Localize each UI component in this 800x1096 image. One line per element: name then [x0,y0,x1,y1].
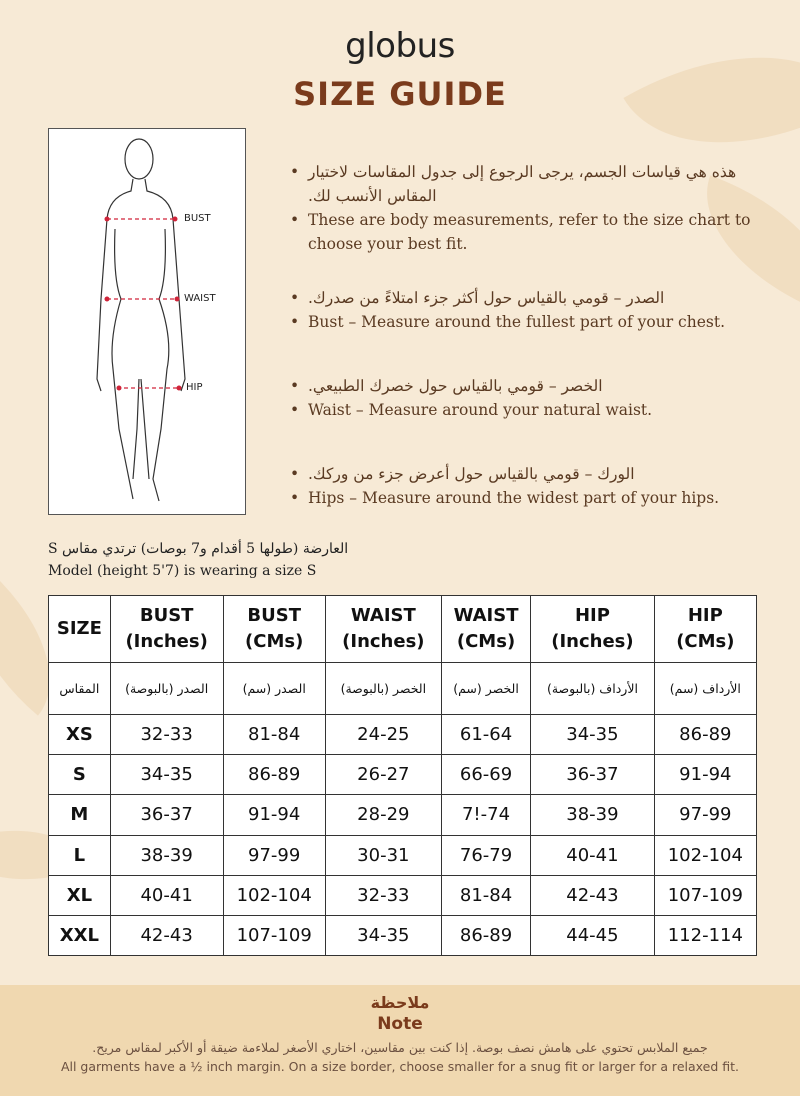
bullet-ar: • الورك – قومي بالقياس حول أعرض جزء من وركك. [290,462,760,486]
bullet-ar: • الخصر – قومي بالقياس حول خصرك الطبيعي. [290,374,760,398]
column-header-ar: الأرداف (سم) [654,663,756,715]
measurement-cell: 44-45 [531,915,654,955]
measurement-cell: 38-39 [531,795,654,835]
measurement-cell: 28-29 [325,795,441,835]
measurement-cell: 61-64 [441,715,530,755]
measurement-cell: 86-89 [441,915,530,955]
size-cell: L [49,835,111,875]
measurement-cell: 32-33 [325,875,441,915]
measurement-cell: 81-84 [441,875,530,915]
measurement-cell: 34-35 [110,755,223,795]
model-info [48,538,348,582]
size-cell: S [49,755,111,795]
size-cell: XL [49,875,111,915]
measurement-cell: 24-25 [325,715,441,755]
header-unit: (Inches) [125,631,208,652]
size-cell: XS [49,715,111,755]
column-header-ar: الصدر (سم) [223,663,325,715]
column-header [223,596,325,663]
measurement-cell: 81-84 [223,715,325,755]
note-title-ar: ملاحظة [370,993,430,1012]
measurement-cell: 97-99 [223,835,325,875]
table-row [49,875,757,915]
measurement-cell: 36-37 [531,755,654,795]
note-title-en: Note [377,1014,423,1034]
measurement-cell: 112-114 [654,915,756,955]
bullet-en: • Waist – Measure around your natural waist. [290,398,760,422]
bullet-en: • Hips – Measure around the widest part of your hips. [290,486,760,510]
brand-logo: globus [345,26,455,66]
measurement-cell: 76-79 [441,835,530,875]
measurement-cell: 42-43 [110,915,223,955]
header-unit: (Inches) [551,631,634,652]
model-info-ar: العارضة (طولها 5 أقدام و7 بوصات) ترتدي مقاس S [48,541,349,557]
table-row [49,755,757,795]
measurement-cell: 34-35 [325,915,441,955]
bust-label: BUST [184,213,211,224]
measurement-cell: 66-69 [441,755,530,795]
table-row [49,915,757,955]
size-cell: M [49,795,111,835]
measurement-cell: 102-104 [654,835,756,875]
table-row [49,795,757,835]
measurement-cell: 32-33 [110,715,223,755]
column-header-ar: الخصر (سم) [441,663,530,715]
waist-label: WAIST [184,293,216,304]
header-unit: (CMs) [456,631,516,652]
measurement-cell: 40-41 [531,835,654,875]
measurement-cell: 34-35 [531,715,654,755]
bullet-en: • These are body measurements, refer to the size chart to choose your best fit. [290,208,760,256]
header-row [49,596,757,663]
measurement-cell: 30-31 [325,835,441,875]
column-header [441,596,530,663]
measurement-cell: 40-41 [110,875,223,915]
header-line: SIZE [56,618,102,639]
bullet-ar: • هذه هي قياسات الجسم، يرجى الرجوع إلى جدول المقاسات لاختيار المقاس الأنسب لك. [290,160,760,208]
measurement-cell: 42-43 [531,875,654,915]
header-line: BUST [139,605,194,626]
header-unit: (CMs) [245,631,304,652]
measurement-cell: 91-94 [223,795,325,835]
measurement-cell: 107-109 [654,875,756,915]
measurement-cell: 26-27 [325,755,441,795]
header-line: HIP [687,605,723,626]
page-title: SIZE GUIDE [293,75,507,113]
measurement-cell: 97-99 [654,795,756,835]
measurement-cell: 86-89 [223,755,325,795]
note-text-ar: جميع الملابس تحتوي على هامش نصف بوصة. إذا كنت بين مقاسين، اختاري الأصغر لملاءمة ضيقة أو الأكبر لمقاس مريح. [92,1040,708,1055]
column-header-ar: المقاس [49,663,111,715]
arabic-header-row [49,663,757,715]
bullet-ar: • الصدر – قومي بالقياس حول أكثر جزء امتلاءً من صدرك. [290,286,760,310]
note-section [0,985,800,1096]
column-header [654,596,756,663]
measurement-cell: 36-37 [110,795,223,835]
measurement-cell: 7!-74 [441,795,530,835]
table-row [49,835,757,875]
column-header [49,596,111,663]
size-cell: XXL [49,915,111,955]
header-line: BUST [247,605,301,626]
measurement-cell: 102-104 [223,875,325,915]
header-unit: (CMs) [676,631,735,652]
header-unit: (Inches) [342,631,425,652]
bullet-en: • Bust – Measure around the fullest part of your chest. [290,310,760,334]
header-line: WAIST [350,605,416,626]
body-measurement-figure [48,128,246,515]
column-header [110,596,223,663]
column-header [325,596,441,663]
header-line: HIP [574,605,610,626]
header-line: WAIST [453,605,519,626]
hip-label: HIP [186,382,203,393]
size-chart-table [48,595,757,956]
measurement-cell: 86-89 [654,715,756,755]
measurement-cell: 38-39 [110,835,223,875]
measurement-cell: 107-109 [223,915,325,955]
model-info-en: Model (height 5'7) is wearing a size S [48,563,317,579]
column-header-ar: الخصر (بالبوصة) [325,663,441,715]
note-text-en: All garments have a ½ inch margin. On a size border, choose smaller for a snug fit or larger for a relaxed fit. [60,1059,740,1074]
column-header [531,596,654,663]
column-header-ar: الصدر (بالبوصة) [110,663,223,715]
measurement-instructions [290,160,760,534]
table-row [49,715,757,755]
measurement-cell: 91-94 [654,755,756,795]
column-header-ar: الأرداف (بالبوصة) [531,663,654,715]
